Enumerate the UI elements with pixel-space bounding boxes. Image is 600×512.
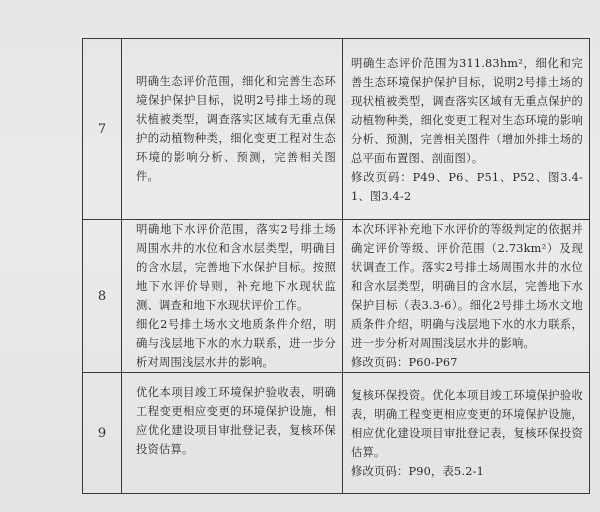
revision-table bbox=[82, 38, 590, 494]
table-row bbox=[83, 39, 590, 220]
requirement-cell bbox=[122, 39, 343, 220]
response-cell bbox=[343, 39, 590, 220]
table-row bbox=[83, 373, 590, 494]
requirement-text: 明确生态评价范围，细化和完善生态环境保护保护目标，说明2号排土场的现状植被类型，调查落实区域有无重点保护的动植物种类，细化变更工程对生态环境的影响分析、预测，完善相关图件。 bbox=[136, 75, 336, 183]
revision-pages: 修改页码：P60-P67 bbox=[351, 356, 458, 369]
response-text: 本次环评补充地下水评价的等级判定的依据并确定评价等级、评价范围（2.73km²）及现状调查工作。落实2号排土场周围水井的水位和含水层类型，明确目的含水层，完善地下水保护目标（表3.3-6）。细化2号排土场水文地质条件介绍，明确与浅层地下水的水力联系，进一步分析对周围浅层水井的影响。 bbox=[351, 223, 583, 350]
requirement-text: 明确地下水评价范围，落实2号排土场周围水井的水位和含水层类型，明确目的含水层，完善地下水保护目标。按照地下水评价导则，补充地下水现状监测、调查和地下水现状评价工作。 bbox=[136, 223, 336, 312]
row-number: 8 bbox=[83, 220, 122, 373]
response-cell bbox=[343, 220, 590, 373]
revision-pages: 修改页码：P49、P6、P51、P52、图3.4-1、图3.4-2 bbox=[351, 171, 583, 203]
requirement-text: 优化本项目竣工环境保护验收表，明确工程变更相应变更的环境保护设施，相应优化建设项目审批登记表，复核环保投资估算。 bbox=[136, 386, 336, 456]
response-text: 复核环保投资。优化本项目竣工环境保护验收表，明确工程变更相应变更的环境保护设施，相应优化建设项目审批登记表，复核环保投资估算。 bbox=[351, 388, 583, 459]
row-number: 9 bbox=[83, 373, 122, 494]
table-row bbox=[83, 220, 590, 373]
requirement-text: 细化2号排土场水文地质条件介绍，明确与浅层地下水的水力联系，进一步分析对周围浅层水井的影响。 bbox=[136, 318, 336, 369]
revision-pages: 修改页码：P90，表5.2-1 bbox=[351, 464, 485, 478]
response-text: 明确生态评价范围为311.83hm²，细化和完善生态环境保护保护目标，说明2号排土场的现状植被类型，调查落实区域有无重点保护的动植物种类，细化变更工程对生态环境的影响分析、预测，完善相关图件（增加外排土场的总平面布置图、剖面图）。 bbox=[351, 57, 583, 165]
requirement-cell bbox=[122, 220, 343, 373]
response-cell bbox=[343, 373, 590, 494]
row-number: 7 bbox=[83, 39, 122, 220]
requirement-cell bbox=[122, 373, 343, 494]
